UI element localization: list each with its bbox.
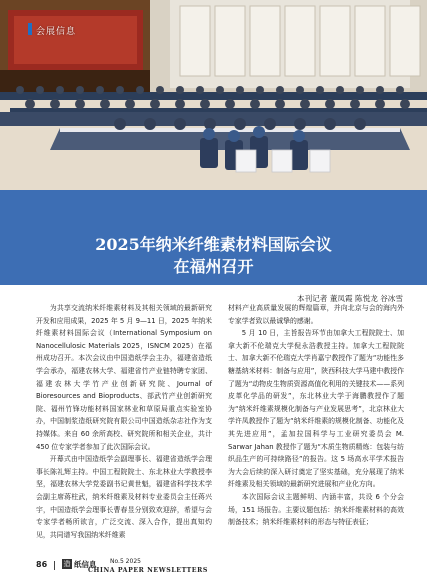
page-number: 86: [36, 560, 48, 569]
paragraph: 材料产业高质量发展的辉煌篇章，并向北京与会的海内外专家学者致以最诚挚的感谢。: [228, 304, 404, 325]
magazine-name-en: CHINA PAPER NEWSLETTERS: [88, 567, 208, 574]
magazine-name-cn: 纸信息: [74, 560, 97, 569]
paragraph: 为共享交流纳米纤维素材料及其相关领域的最新研究开发和应用成果，2025 年 5 月 9—11 日，2025 年纳米纤维素材料国际会议（International Symposium on Nanocellulosic Materials 2025，ISNCM 2025）在福州成功召开。本次会议由中国造纸学会主办，福建省造纸学会承办，福建农林大学、福建省竹产业链特聘专家团、福建农林大学竹产业创新研究院、Journal of Bioresources and Bioproducts、部武竹产业创新研究院、福州竹锋功能材料国家林业和草原局重点实验室协办，中国制浆造纸研究院有限公司中国造纸杂志社作为支持媒体。来自 60 余所高校、研究院所和相关企业，共计 450 位专家学者参加了此次国际会议。: [36, 304, 212, 451]
magazine-logo-icon: 造: [63, 560, 71, 568]
right-column: [228, 302, 404, 529]
paragraph: 开幕式由中国造纸学会副理事长、福建省造纸学会理事长陈礼辉主持。中国工程院院士、东北林业大学教授李坚，福建农林大学党委副书记黄世魁，福建省科学技术学会副主席蒋柱武，纳米纤维素及材料专业委员会主任蒋兴宇，中国造纸学会理事长曹春昱分别致欢迎辞，希望与会专家学者畅所欲言，广泛交流、深入合作，提出真知灼见，共同谱写我国纳米纤维素: [36, 455, 212, 539]
conference-photo: [0, 0, 427, 190]
paragraph: 本次国际会议主题鲜明、内涵丰富，共设 6 个分会场，151 场报告。主要议题包括：纳米纤维素材料的高效制备技术；纳米纤维素材料的形态与特征表征；: [228, 492, 404, 527]
article-title-line2: 在福州召开: [173, 257, 254, 276]
issue-number: No.5 2025: [110, 558, 141, 565]
section-tag: 会展信息: [36, 27, 77, 37]
byline: 本刊记者 董凤霞 陈悦龙 谷冰雪: [297, 294, 403, 303]
article-title-line1: 2025年纳米纤维素材料国际会议: [95, 235, 332, 254]
section-tag-bar: [28, 23, 32, 35]
paragraph: 5 月 10 日，主旨报告环节由加拿大工程院院士、加拿大新不伦瑞克大学倪永浩教授主持。加拿大工程院院士、加拿大新不伦瑞克大学肖嘉宁教授作了题为“功能性多糖基纳米材料：制备与应用”，陕西科技大学马建中教授作了题为“动物皮生物质资源高值化利用的关键技术——系列皮革化学品的研发”，东北林业大学于海鹏教授作了题为“纳米纤维素规模化制备与产业发展思考”，北京林业大学许凤教授作了题为“纳米纤维素的规模化制备、功能化及其先进应用”，孟加拉国科学与工业研究委员会 M. Sarwar Jahan 教授作了题为“木质生物质精炼：包装与纺织品生产的可持续路径”的报告。这 5 场高水平学术报告为大会后续的深入研讨奠定了坚实基础，充分展现了纳米纤维素及相关领域的最新研究进展和产业化方向。: [228, 329, 404, 489]
left-column: [36, 302, 212, 541]
footer-divider: [54, 561, 55, 570]
footer: [0, 556, 427, 579]
